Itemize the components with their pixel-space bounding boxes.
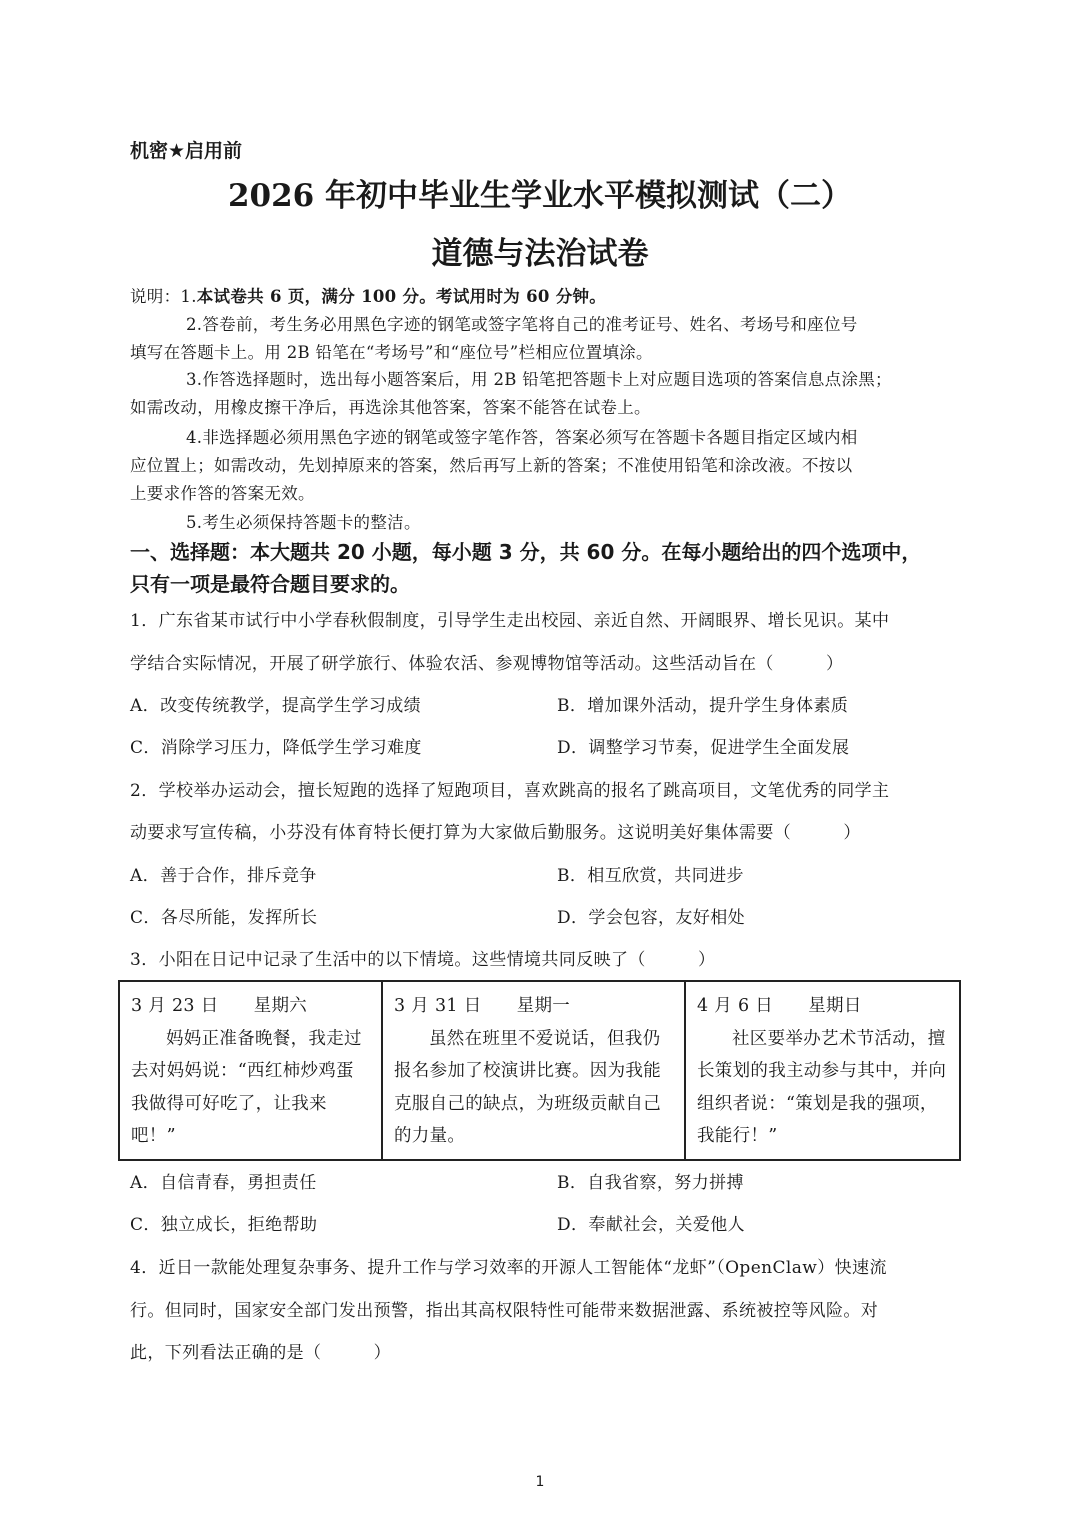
q4-stem-line3: 此，下列看法正确的是（ ） xyxy=(130,1343,391,1363)
q3-option-d: D．奉献社会，关爱他人 xyxy=(557,1215,746,1235)
q1-option-b: B．增加课外活动，提升学生身体素质 xyxy=(557,696,849,716)
diary-entry xyxy=(119,981,382,1160)
diary-entry-date: 3 月 31 日 xyxy=(394,996,482,1016)
diary-entry-text: 社区要举办艺术节活动，擅长策划的我主动参与其中，并向组织者说：“策划是我的强项，我能行！” xyxy=(697,1028,947,1146)
instruction-1-bold: 本试卷共 6 页，满分 100 分。考试用时为 60 分钟。 xyxy=(196,287,607,306)
q1-option-d: D．调整学习节奏，促进学生全面发展 xyxy=(557,738,850,758)
page-number: 1 xyxy=(535,1474,545,1490)
instruction-4c: 上要求作答的答案无效。 xyxy=(130,484,315,503)
diary-table xyxy=(118,980,961,1161)
q2-stem-line1: 2．学校举办运动会，擅长短跑的选择了短跑项目，喜欢跳高的报名了跳高项目，文笔优秀的同学主 xyxy=(130,781,890,801)
instruction-4b: 应位置上；如需改动，先划掉原来的答案，然后再写上新的答案；不准使用铅笔和涂改液。不按以 xyxy=(130,456,853,475)
q1-option-c: C．消除学习压力，降低学生学习难度 xyxy=(130,738,422,758)
diary-entry-date-line xyxy=(394,990,674,1023)
q1-option-a: A．改变传统教学，提高学生学习成绩 xyxy=(130,696,422,716)
instruction-5: 5.考生必须保持答题卡的整洁。 xyxy=(186,513,421,532)
q3-option-b: B．自我省察，努力拼搏 xyxy=(557,1173,744,1193)
q3-stem-line1: 3．小阳在日记中记录了生活中的以下情境。这些情境共同反映了（ ） xyxy=(130,950,716,970)
diary-entry-text: 妈妈正准备晚餐，我走过去对妈妈说：“西红柿炒鸡蛋我做得可好吃了，让我来吧！” xyxy=(131,1028,362,1146)
instruction-1-prefix: 说明：1. xyxy=(130,287,197,306)
exam-subject: 道德与法治试卷 xyxy=(431,236,649,272)
diary-entry-date-line xyxy=(131,990,371,1023)
diary-entry-date: 3 月 23 日 xyxy=(131,996,219,1016)
confidential-mark: 机密★启用前 xyxy=(130,140,243,162)
section-heading-line1: 一、选择题：本大题共 20 小题，每小题 3 分，共 60 分。在每小题给出的四个选项中， xyxy=(130,540,922,564)
diary-entry-text: 虽然在班里不爱说话，但我仍报名参加了校演讲比赛。因为我能克服自己的缺点，为班级贡献自己的力量。 xyxy=(394,1028,661,1146)
diary-entry-weekday: 星期日 xyxy=(808,996,862,1016)
diary-row xyxy=(119,981,960,1160)
q3-option-a: A．自信青春，勇担责任 xyxy=(130,1173,317,1193)
diary-entry-weekday: 星期一 xyxy=(516,996,571,1016)
q2-option-a: A．善于合作，排斥竞争 xyxy=(130,866,317,886)
q4-stem-line1: 4．近日一款能处理复杂事务、提升工作与学习效率的开源人工智能体“龙虾”（OpenClaw）快速流 xyxy=(130,1258,887,1278)
diary-entry-date-line xyxy=(697,990,949,1023)
section-heading-line2: 只有一项是最符合题目要求的。 xyxy=(130,572,410,596)
diary-entry-date: 4 月 6 日 xyxy=(697,996,774,1016)
q2-option-c: C．各尽所能，发挥所长 xyxy=(130,908,318,928)
diary-entry-weekday: 星期六 xyxy=(253,996,308,1016)
q1-stem-line1: 1．广东省某市试行中小学春秋假制度，引导学生走出校园、亲近自然、开阔眼界、增长见识。某中 xyxy=(130,611,890,631)
instruction-1 xyxy=(130,283,606,307)
q2-option-d: D．学会包容，友好相处 xyxy=(557,908,746,928)
instruction-3b: 如需改动，用橡皮擦干净后，再选涂其他答案，答案不能答在试卷上。 xyxy=(130,398,651,417)
instruction-2b: 填写在答题卡上。用 2B 铅笔在“考场号”和“座位号”栏相应位置填涂。 xyxy=(130,343,653,362)
diary-entry xyxy=(382,981,685,1160)
q2-option-b: B．相互欣赏，共同进步 xyxy=(557,866,744,886)
q4-stem-line2: 行。但同时，国家安全部门发出预警，指出其高权限特性可能带来数据泄露、系统被控等风险。对 xyxy=(130,1301,879,1321)
exam-title: 2026 年初中毕业生学业水平模拟测试（二） xyxy=(227,178,853,214)
q2-stem-line2: 动要求写宣传稿，小芬没有体育特长便打算为大家做后勤服务。这说明美好集体需要（ ） xyxy=(130,823,861,843)
instruction-2a: 2.答卷前，考生务必用黑色字迹的钢笔或签字笔将自己的准考证号、姓名、考场号和座位号 xyxy=(186,315,858,334)
instruction-4a: 4.非选择题必须用黑色字迹的钢笔或签字笔作答，答案必须写在答题卡各题目指定区域内相 xyxy=(186,428,858,447)
diary-entry xyxy=(685,981,960,1160)
q1-stem-line2: 学结合实际情况，开展了研学旅行、体验农活、参观博物馆等活动。这些活动旨在（ ） xyxy=(130,654,844,674)
instruction-3a: 3.作答选择题时，选出每小题答案后，用 2B 铅笔把答题卡上对应题目选项的答案信息点涂黑； xyxy=(186,370,892,389)
q3-option-c: C．独立成长，拒绝帮助 xyxy=(130,1215,318,1235)
